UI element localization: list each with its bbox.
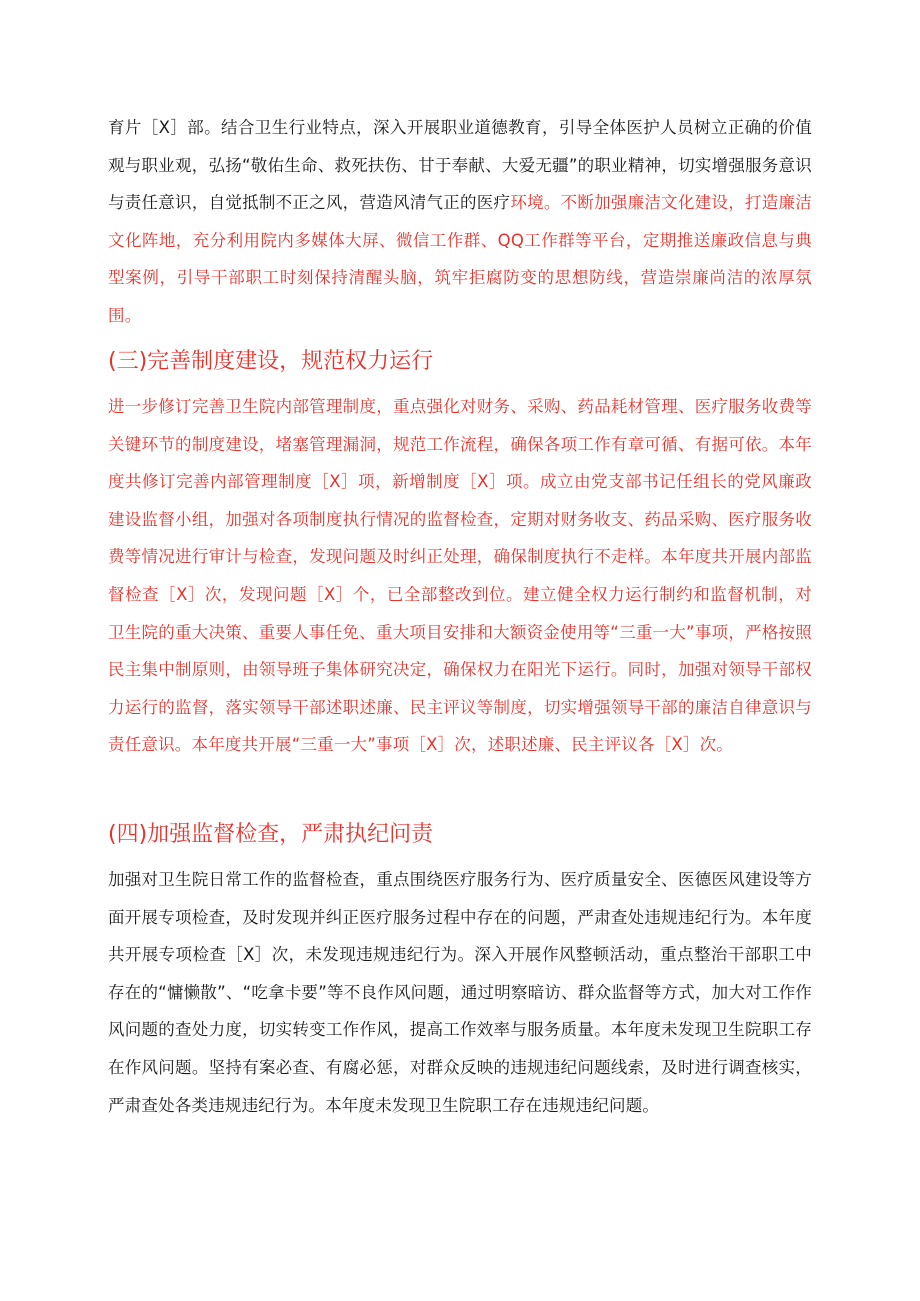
section-3-body: 进一步修订完善卫生院内部管理制度，重点强化对财务、采购、药品耗材管理、医疗服务收费等关键环节的制度建设，堵塞管理漏洞，规范工作流程，确保各项工作有章可循、有据可依。本年度共修订完善内部管理制度［X］项，新增制度［X］项。成立由党支部书记任组长的党风廉政建设监督小组，加强对各项制度执行情况的监督检查，定期对财务收支、药品采购、医疗服务收费等情况进行审计与检查，发现问题及时纠正处理，确保制度执行不走样。本年度共开展内部监督检查［X］次，发现问题［X］个，已全部整改到位。建立健全权力运行制约和监督机制，对卫生院的重大决策、重要人事任免、重大项目安排和大额资金使用等“三重一大”事项，严格按照民主集中制原则，由领导班子集体研究决定，确保权力在阳光下运行。同时，加强对领导干部权力运行的监督，落实领导干部述职述廉、民主评议等制度，切实增强领导干部的廉洁自律意识与责任意识。本年度共开展“三重一大”事项［X］次，述职述廉、民主评议各［X］次。 [108, 397, 812, 755]
intro-text-red: 环境。不断加强廉洁文化建设，打造廉洁文化阵地，充分利用院内多媒体大屏、微信工作群、QQ工作群等平台，定期推送廉政信息与典型案例，引导干部职工时刻保持清醒头脑，筑牢拒腐防变的思想防线，营造崇廉尚洁的浓厚氛围。 [108, 193, 812, 325]
section-3-heading: (三)完善制度建设，规范权力运行 [108, 349, 434, 374]
intro-paragraph [108, 109, 812, 335]
section-4-heading: (四)加强监督检查，严肃执纪问责 [108, 822, 434, 847]
section-4-body: 加强对卫生院日常工作的监督检查，重点围绕医疗服务行为、医疗质量安全、医德医风建设等方面开展专项检查，及时发现并纠正医疗服务过程中存在的问题，严肃查处违规违纪行为。本年度共开展专项检查［X］次，未发现违规违纪行为。深入开展作风整顿活动，重点整治干部职工中存在的“慵懒散”、“吃拿卡要”等不良作风问题，通过明察暗访、群众监督等方式，加大对工作作风问题的查处力度，切实转变工作作风，提高工作效率与服务质量。本年度未发现卫生院职工存在作风问题。坚持有案必查、有腐必惩，对群众反映的违规违纪问题线索，及时进行调查核实，严肃查处各类违规违纪行为。本年度未发现卫生院职工存在违规违纪问题。 [108, 870, 812, 1115]
intro-text-black: 育片［X］部。结合卫生行业特点，深入开展职业道德教育，引导全体医护人员树立正确的价值观与职业观，弘扬“敬佑生命、救死扶伤、甘于奉献、大爱无疆”的职业精神，切实增强服务意识与责任意识，自觉抵制不正之风，营造风清气正的医疗 [108, 118, 812, 213]
